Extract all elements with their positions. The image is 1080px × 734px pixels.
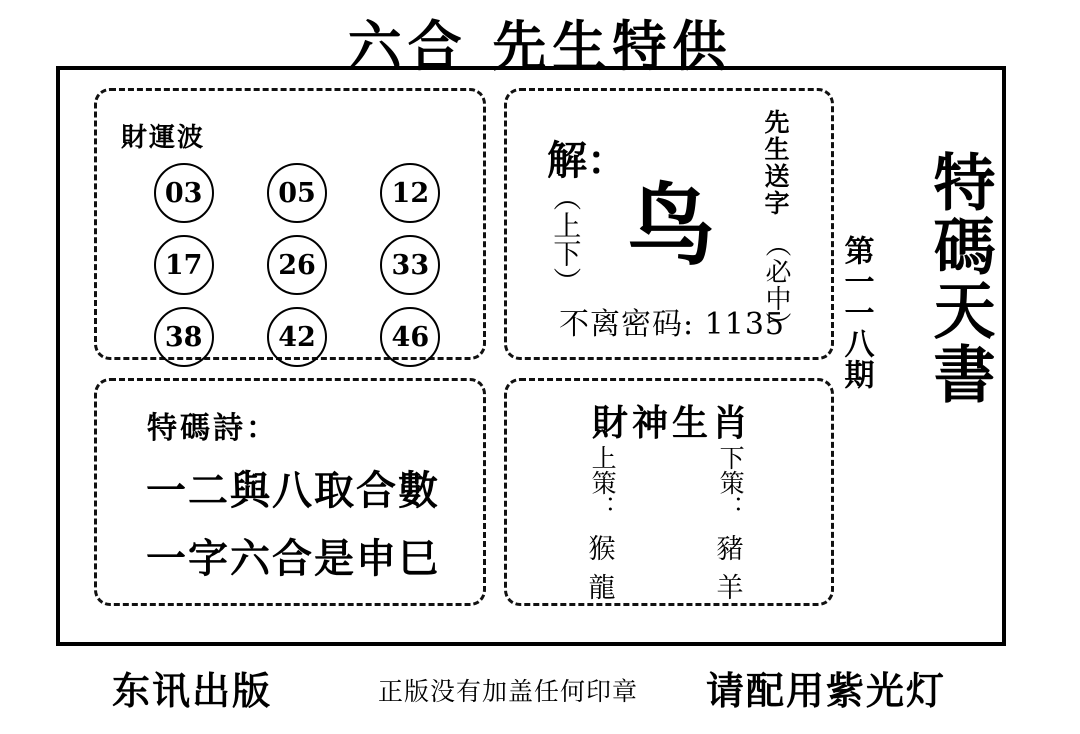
headline-vertical: 特碼天書 xyxy=(923,150,996,406)
zodiac-item: 猴 xyxy=(588,534,616,565)
zodiac-panel xyxy=(504,378,834,606)
authenticity-note: 正版没有加盖任何印章 xyxy=(378,677,639,706)
issue-number: 第一一八期 xyxy=(838,235,874,390)
word-panel xyxy=(504,88,834,360)
poem-line-2: 一字六合是申巳 xyxy=(146,535,440,582)
number-ball: 38 xyxy=(154,307,214,367)
number-ball: 03 xyxy=(154,163,214,223)
send-word-label: 先生送字 xyxy=(761,109,790,217)
number-ball: 05 xyxy=(267,163,327,223)
zodiac-item: 羊 xyxy=(716,573,744,605)
zodiac-column-head: 上策： xyxy=(588,445,618,520)
lucky-numbers-panel xyxy=(94,88,486,360)
number-ball: 12 xyxy=(380,163,440,223)
must-hit-label: （必中） xyxy=(761,231,791,339)
zodiac-column-head: 下策： xyxy=(716,445,746,520)
number-ball-grid xyxy=(127,163,467,367)
number-ball: 17 xyxy=(154,235,214,295)
right-headline-column xyxy=(838,110,996,650)
number-ball: 42 xyxy=(267,307,327,367)
poem-panel xyxy=(94,378,486,606)
zodiac-items xyxy=(547,530,657,608)
page-title: 六合 先生特供 xyxy=(347,14,733,78)
number-ball: 26 xyxy=(267,235,327,295)
number-ball: 46 xyxy=(380,307,440,367)
jie-label: 解： xyxy=(547,137,627,184)
number-ball: 33 xyxy=(380,235,440,295)
poem-line-1: 一二與八取合數 xyxy=(146,467,440,514)
zodiac-column-lower xyxy=(675,445,785,608)
zodiac-items xyxy=(675,530,785,608)
featured-character: 鸟 xyxy=(627,173,716,277)
lucky-numbers-label: 財運波 xyxy=(121,123,206,153)
secret-code: 不离密码: 1135 xyxy=(559,307,785,342)
publisher-name: 东讯出版 xyxy=(112,668,273,713)
jie-sublabel: （上下） xyxy=(549,183,583,295)
zodiac-title: 財神生肖 xyxy=(591,402,752,444)
poem-title: 特碼詩： xyxy=(147,411,279,446)
uv-light-note: 请配用紫光灯 xyxy=(706,668,947,713)
zodiac-item: 龍 xyxy=(588,573,616,605)
zodiac-column-upper xyxy=(547,445,657,608)
zodiac-item: 豬 xyxy=(716,534,744,565)
